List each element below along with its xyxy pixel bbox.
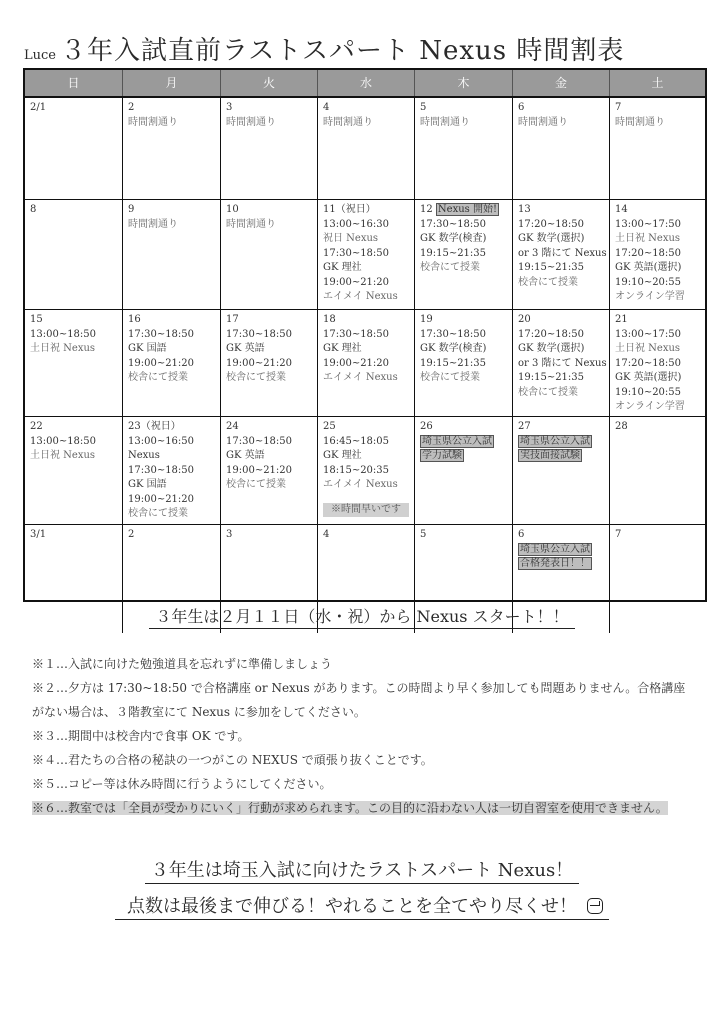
schedule-line: GK 国語 xyxy=(128,479,167,490)
schedule-line: 19:00~21:20 xyxy=(323,357,390,369)
schedule-line: 17:30~18:50 xyxy=(128,464,195,476)
week-row xyxy=(25,417,705,525)
day-number: 13 xyxy=(518,204,531,215)
schedule-line: オンライン学習 xyxy=(615,401,685,412)
day-cell xyxy=(415,310,513,416)
day-cell xyxy=(513,98,610,199)
note-item: ※５…コピー等は休み時間に行うようにしてください。 xyxy=(32,777,332,791)
schedule-line: 校舎にて授業 xyxy=(420,372,480,383)
day-number: 16 xyxy=(128,314,141,325)
day-cell xyxy=(318,98,415,199)
day-cell xyxy=(513,200,610,309)
schedule-line: 時間割通り xyxy=(226,116,276,128)
day-number: 2/1 xyxy=(30,102,47,113)
schedule-line: 19:00~21:20 xyxy=(128,493,195,505)
fist-icon xyxy=(587,898,603,914)
day-cell xyxy=(513,417,610,524)
schedule-line: GK 英語(選択) xyxy=(615,262,682,273)
day-cell xyxy=(25,200,123,309)
brand-name: Luce xyxy=(24,48,56,63)
schedule-line: GK 数学(検査) xyxy=(420,343,487,354)
note-item: ※４…君たちの合格の秘訣の一つがこの NEXUS で頑張り抜くことです。 xyxy=(32,753,433,767)
schedule-line: 時間割通り xyxy=(226,218,276,230)
day-number: 17 xyxy=(226,314,239,325)
schedule-line: 13:00~18:50 xyxy=(30,435,97,447)
schedule-line: or 3 階にて Nexus xyxy=(518,247,607,259)
week-row xyxy=(25,200,705,310)
day-number: 6 xyxy=(518,529,525,540)
start-banner: ３年生は２月１１日（水・祝）から Nexus スタート！！ xyxy=(0,604,724,627)
schedule-line: 19:00~21:20 xyxy=(226,464,293,476)
day-number: 10 xyxy=(226,204,239,215)
day-number: 7 xyxy=(615,102,622,113)
highlight-label: 埼玉県公立入試 xyxy=(422,435,492,447)
schedule-line: エイメイ Nexus xyxy=(323,372,398,383)
day-number: 19 xyxy=(420,314,433,325)
schedule-line: 17:20~18:50 xyxy=(518,328,585,340)
day-cell xyxy=(318,200,415,309)
day-cell xyxy=(610,310,705,416)
schedule-line: 19:00~21:20 xyxy=(226,357,293,369)
weekday-6: 土 xyxy=(651,76,664,90)
schedule-line: 校舎にて授業 xyxy=(226,372,286,383)
schedule-line: 13:00~18:50 xyxy=(30,328,97,340)
highlight-label: 埼玉県公立入試 xyxy=(520,543,590,555)
schedule-line: GK 英語 xyxy=(226,450,265,461)
day-number: 11（祝日） xyxy=(323,204,376,215)
schedule-line: GK 理社 xyxy=(323,450,362,461)
day-number: 25 xyxy=(323,421,336,432)
day-cell xyxy=(221,98,318,199)
day-cell xyxy=(415,98,513,199)
schedule-line: 17:30~18:50 xyxy=(420,218,487,230)
weekday-2: 火 xyxy=(221,70,318,96)
day-cell xyxy=(123,200,221,309)
schedule-line: 13:00~16:30 xyxy=(323,218,390,230)
day-cell xyxy=(415,200,513,309)
day-number: 26 xyxy=(420,421,433,432)
schedule-line: 土日祝 Nexus xyxy=(30,450,96,461)
schedule-line: 17:30~18:50 xyxy=(226,328,293,340)
schedule-line: 19:15~21:35 xyxy=(518,372,585,383)
schedule-line: GK 数学(検査) xyxy=(420,233,487,244)
week-row xyxy=(25,310,705,417)
schedule-line: 土日祝 Nexus xyxy=(615,343,681,354)
day-number: 8 xyxy=(30,204,37,215)
day-number: 5 xyxy=(420,529,427,540)
day-cell xyxy=(25,310,123,416)
weekday-1: 月 xyxy=(123,70,221,96)
schedule-line: 時間割通り xyxy=(128,116,178,128)
schedule-line: 時間割通り xyxy=(323,116,373,128)
day-cell xyxy=(123,98,221,199)
day-number: 3 xyxy=(226,102,233,113)
schedule-line: GK 英語 xyxy=(226,343,265,354)
schedule-line: 校舎にて授業 xyxy=(226,479,286,490)
schedule-line xyxy=(518,557,604,572)
day-number: 4 xyxy=(323,529,330,540)
schedule-line: 校舎にて授業 xyxy=(128,508,188,519)
schedule-line: 土日祝 Nexus xyxy=(615,233,681,244)
schedule-line: 17:30~18:50 xyxy=(323,328,390,340)
day-number: 15 xyxy=(30,314,43,325)
note-item: ※１…入試に向けた勉強道具を忘れずに準備しましょう xyxy=(32,657,333,671)
schedule-line: GK 理社 xyxy=(323,262,362,273)
note-item: ※６…教室では「全員が受かりにいく」行動が求められます。この目的に沿わない人は一切自習室を使用できません。 xyxy=(32,801,668,815)
day-cell xyxy=(610,417,705,524)
closing-line-2: 点数は最後まで伸びる！やれることを全てやり尽くせ！ xyxy=(0,892,724,918)
schedule-line: 13:00~17:50 xyxy=(615,218,682,230)
schedule-line xyxy=(420,449,507,464)
schedule-line: 17:30~18:50 xyxy=(323,247,390,259)
highlight-label: 埼玉県公立入試 xyxy=(520,435,590,447)
note-item: ※３…期間中は校舎内で食事 OK です。 xyxy=(32,729,250,743)
schedule-line: 校舎にて授業 xyxy=(518,386,578,398)
weekday-5: 金 xyxy=(513,70,610,96)
schedule-line: 時間割通り xyxy=(128,218,178,230)
schedule-line: 17:30~18:50 xyxy=(420,328,487,340)
schedule-line: 時間割通り xyxy=(518,116,568,128)
schedule-line: エイメイ Nexus xyxy=(323,291,398,302)
schedule-line: オンライン学習 xyxy=(615,291,685,302)
schedule-line: 校舎にて授業 xyxy=(128,372,188,383)
day-cell xyxy=(25,98,123,199)
day-number: 20 xyxy=(518,314,531,325)
timetable-calendar xyxy=(23,68,707,602)
closing-line-1: ３年生は埼玉入試に向けたラストスパート Nexus！ xyxy=(0,856,724,882)
day-cell xyxy=(25,417,123,524)
schedule-line: GK 数学(選択) xyxy=(518,233,585,244)
highlight-label: 学力試験 xyxy=(422,450,462,461)
day-number: 6 xyxy=(518,102,525,113)
schedule-line: 18:15~20:35 xyxy=(323,464,390,476)
weekday-4: 木 xyxy=(415,70,513,96)
schedule-line: 16:45~18:05 xyxy=(323,435,390,447)
day-number: 3 xyxy=(226,529,233,540)
highlight-label: Nexus 開始! xyxy=(437,204,497,215)
day-number: 23（祝日） xyxy=(128,421,181,432)
schedule-line xyxy=(518,543,604,558)
day-cell xyxy=(318,417,415,524)
day-number: 5 xyxy=(420,102,427,113)
weekday-3: 水 xyxy=(318,70,415,96)
day-number: 27 xyxy=(518,421,531,432)
schedule-line: 17:30~18:50 xyxy=(226,435,293,447)
schedule-line: 13:00~17:50 xyxy=(615,328,682,340)
day-cell xyxy=(610,200,705,309)
day-number: 22 xyxy=(30,421,43,432)
schedule-line: 19:10~20:55 xyxy=(615,386,682,398)
day-number: 21 xyxy=(615,314,628,325)
day-number: 14 xyxy=(615,204,628,215)
day-number: 4 xyxy=(323,102,330,113)
schedule-line: 19:00~21:20 xyxy=(323,276,390,288)
schedule-line: 19:00~21:20 xyxy=(128,357,195,369)
day-cell xyxy=(415,417,513,524)
day-number: 12 Nexus 開始! xyxy=(420,204,497,215)
schedule-line: 校舎にて授業 xyxy=(518,276,578,288)
schedule-line: or 3 階にて Nexus xyxy=(518,357,607,369)
highlight-label: 合格発表日！！ xyxy=(520,558,590,569)
week-row xyxy=(25,98,705,200)
schedule-line: 19:15~21:35 xyxy=(518,262,585,273)
highlight-label: 実技面接試験 xyxy=(520,450,580,461)
schedule-line: 13:00~16:50 xyxy=(128,435,195,447)
day-cell xyxy=(221,310,318,416)
day-number: 24 xyxy=(226,421,239,432)
page-title xyxy=(24,30,704,68)
schedule-line: 19:15~21:35 xyxy=(420,247,487,259)
day-cell xyxy=(221,417,318,524)
schedule-line: 時間割通り xyxy=(420,116,470,128)
day-number: 28 xyxy=(615,421,628,432)
schedule-line: 祝日 Nexus xyxy=(323,233,379,244)
schedule-line: GK 英語(選択) xyxy=(615,372,682,383)
day-number: 3/1 xyxy=(30,529,47,540)
day-number: 18 xyxy=(323,314,336,325)
weekday-header xyxy=(25,70,705,98)
schedule-line: 17:20~18:50 xyxy=(615,247,682,259)
schedule-line: 土日祝 Nexus xyxy=(30,343,96,354)
day-cell xyxy=(221,200,318,309)
day-cell xyxy=(318,310,415,416)
day-number: 7 xyxy=(615,529,622,540)
schedule-line: 17:30~18:50 xyxy=(128,328,195,340)
schedule-line: Nexus xyxy=(128,450,160,461)
note-item: ※２…夕方は 17:30~18:50 で合格講座 or Nexus があります。この時間より早く参加しても問題ありません。合格講座がない場合は、３階教室にて Nexus に参加をしてください。 xyxy=(32,681,686,719)
schedule-line xyxy=(518,435,604,450)
notes-list xyxy=(32,652,694,820)
day-cell xyxy=(610,98,705,199)
cell-note: ※時間早いです xyxy=(323,503,409,518)
day-number: 2 xyxy=(128,102,135,113)
schedule-line: 17:20~18:50 xyxy=(615,357,682,369)
schedule-line xyxy=(420,435,507,450)
schedule-line: GK 数学(選択) xyxy=(518,343,585,354)
day-cell xyxy=(123,417,221,524)
schedule-line: 校舎にて授業 xyxy=(420,262,480,273)
schedule-line: GK 理社 xyxy=(323,343,362,354)
schedule-line: GK 国語 xyxy=(128,343,167,354)
schedule-line: エイメイ Nexus xyxy=(323,479,398,490)
day-cell xyxy=(123,310,221,416)
schedule-line: 19:15~21:35 xyxy=(420,357,487,369)
schedule-line xyxy=(518,449,604,464)
schedule-line: 19:10~20:55 xyxy=(615,276,682,288)
schedule-line: 17:20~18:50 xyxy=(518,218,585,230)
day-cell xyxy=(513,310,610,416)
title-text: ３年入試直前ラストスパート Nexus 時間割表 xyxy=(59,36,625,66)
day-number: 2 xyxy=(128,529,135,540)
weekday-0: 日 xyxy=(25,70,123,96)
day-number: 9 xyxy=(128,204,135,215)
schedule-line: 時間割通り xyxy=(615,116,665,128)
